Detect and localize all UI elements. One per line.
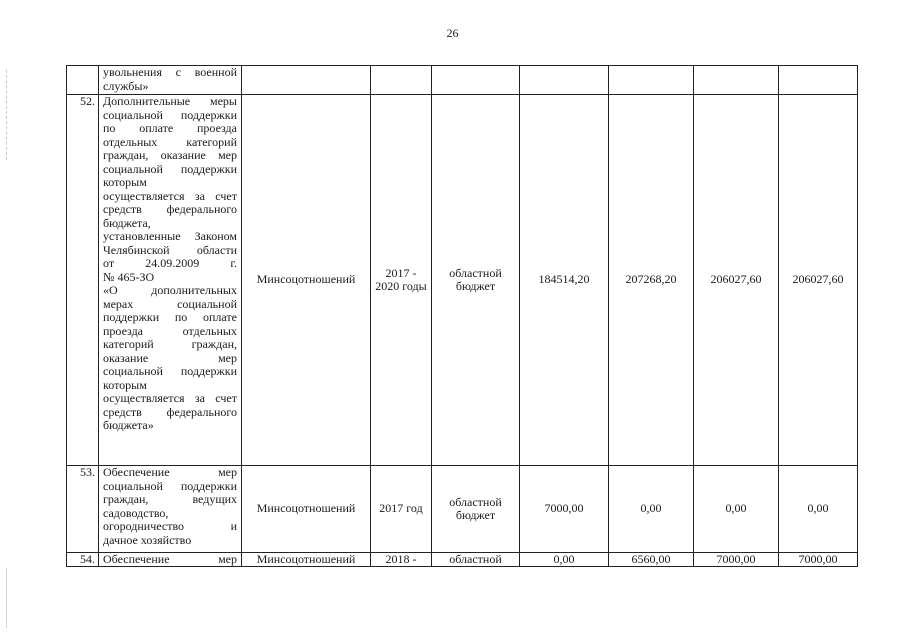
row-period: 2017 - 2020 годы — [371, 95, 432, 466]
row-description — [99, 553, 242, 567]
description-line: осуществляется за счет — [103, 188, 237, 203]
row-executor: Минсоцотношений — [242, 553, 371, 567]
row-value-4: 7000,00 — [779, 553, 858, 567]
row-number: 54. — [67, 553, 99, 567]
table-row — [67, 95, 858, 466]
description-line: увольнения с военной — [103, 65, 237, 79]
row-value-3: 7000,00 — [694, 553, 779, 567]
description-line: «О дополнительных — [103, 283, 237, 297]
budget-table — [66, 65, 858, 567]
row-value-2: 207268,20 — [609, 95, 694, 466]
description-line: № 465-ЗО — [103, 269, 155, 284]
description-line: граждан, ведущих — [103, 492, 237, 506]
page-number: 26 — [446, 26, 459, 40]
description-line: оказание мер — [103, 350, 237, 365]
row-number: 53. — [67, 466, 99, 553]
description-line: социальной поддержки — [103, 364, 237, 378]
row-source — [432, 66, 520, 95]
row-value-1: 0,00 — [520, 553, 609, 567]
description-line: огородничество и — [103, 519, 237, 533]
description-line: осуществляется за счет — [103, 391, 237, 405]
description-line: службы» — [103, 78, 149, 93]
description-line: средств федерального — [103, 404, 237, 419]
description-line: мерах социальной — [103, 296, 237, 311]
row-executor: Минсоцотношений — [242, 466, 371, 553]
description-line: социальной поддержки — [103, 161, 237, 176]
description-line: от 24.09.2009 г. — [103, 256, 237, 270]
row-value-4: 206027,60 — [779, 95, 858, 466]
description-line: проезда отдельных — [103, 323, 237, 338]
row-number — [67, 66, 99, 95]
description-line: которым — [103, 175, 147, 189]
description-line: граждан, оказание мер — [103, 148, 237, 162]
row-value-3 — [694, 66, 779, 95]
row-period: 2017 год — [371, 466, 432, 553]
row-value-3: 0,00 — [694, 466, 779, 553]
description-line: отдельных категорий — [103, 134, 237, 149]
row-value-1 — [520, 66, 609, 95]
row-period: 2018 - — [371, 553, 432, 567]
row-source: областной — [432, 553, 520, 567]
description-line: социальной поддержки — [103, 107, 237, 122]
description-line: Обеспечение мер — [103, 465, 237, 479]
row-value-1: 7000,00 — [520, 466, 609, 553]
table-row — [67, 466, 858, 553]
row-value-1: 184514,20 — [520, 95, 609, 466]
row-executor — [242, 66, 371, 95]
row-description — [99, 466, 242, 553]
row-value-2: 0,00 — [609, 466, 694, 553]
description-line: Дополнительные меры — [103, 94, 237, 108]
description-line: бюджета, — [103, 215, 151, 230]
description-line: установленные Законом — [103, 229, 237, 243]
row-value-2 — [609, 66, 694, 95]
description-line: Обеспечение мер — [103, 552, 237, 566]
table-row — [67, 66, 858, 95]
description-line: категорий граждан, — [103, 337, 237, 351]
description-line: средств федерального — [103, 202, 237, 216]
description-line: по оплате проезда — [103, 121, 237, 135]
table-row — [67, 553, 858, 567]
row-value-4: 0,00 — [779, 466, 858, 553]
row-description — [99, 66, 242, 95]
row-value-4 — [779, 66, 858, 95]
row-period — [371, 66, 432, 95]
row-number: 52. — [67, 95, 99, 466]
row-description — [99, 95, 242, 466]
description-line: социальной поддержки — [103, 478, 237, 493]
scan-margin-mark-lower — [6, 568, 7, 628]
row-executor: Минсоцотношений — [242, 95, 371, 466]
description-line: садоводство, — [103, 505, 169, 520]
row-source: областной бюджет — [432, 95, 520, 466]
description-line: Челябинской области — [103, 242, 237, 257]
description-line: дачное хозяйство — [103, 532, 192, 547]
description-line: бюджета» — [103, 418, 154, 432]
row-value-3: 206027,60 — [694, 95, 779, 466]
description-line: которым — [103, 377, 147, 392]
row-source: областной бюджет — [432, 466, 520, 553]
row-value-2: 6560,00 — [609, 553, 694, 567]
description-line: поддержки по оплате — [103, 310, 237, 324]
scan-margin-mark — [6, 70, 7, 160]
